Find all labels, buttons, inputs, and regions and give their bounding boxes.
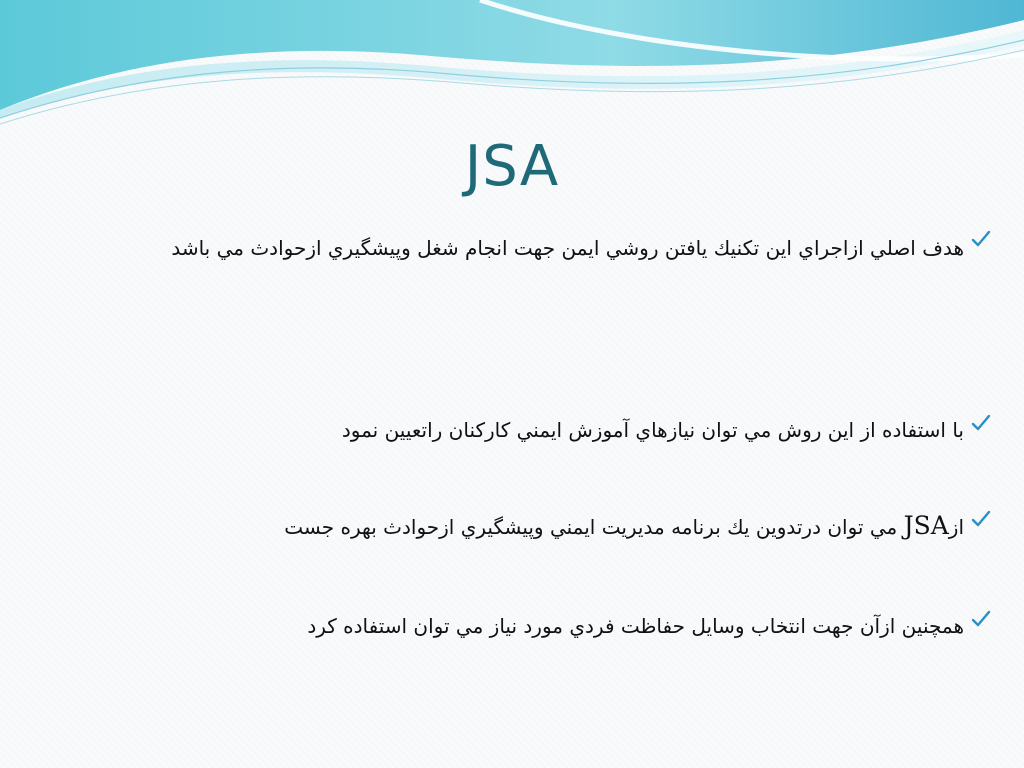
bullet-text: هدف اصلي ازاجراي اين تكنيك يافتن روشي ايمن جهت انجام شغل وپيشگيري ازحوادث مي باشد [171,236,964,260]
bullet-text: مي توان درتدوين يك برنامه مديريت ايمني وپيشگيري ازحوادث بهره جست [284,515,898,539]
bullet-item [84,226,964,271]
slide-title: JSA [464,134,560,199]
check-icon [970,412,992,434]
bullet-text: با استفاده از اين روش مي توان نيازهاي آموزش ايمني كاركنان راتعيين نمود [341,418,964,442]
check-icon [970,508,992,530]
check-icon [970,228,992,250]
bullet-text: همچنين ازآن جهت انتخاب وسايل حفاظت فردي مورد نياز مي توان استفاده كرد [307,614,964,638]
bullet-term: JSA [903,511,949,540]
check-icon [970,608,992,630]
bullet-item [84,410,964,450]
bullet-prefix: از [948,515,964,539]
bullet-item [84,506,964,547]
bullet-text-line [84,506,964,547]
bullet-item [84,606,964,646]
